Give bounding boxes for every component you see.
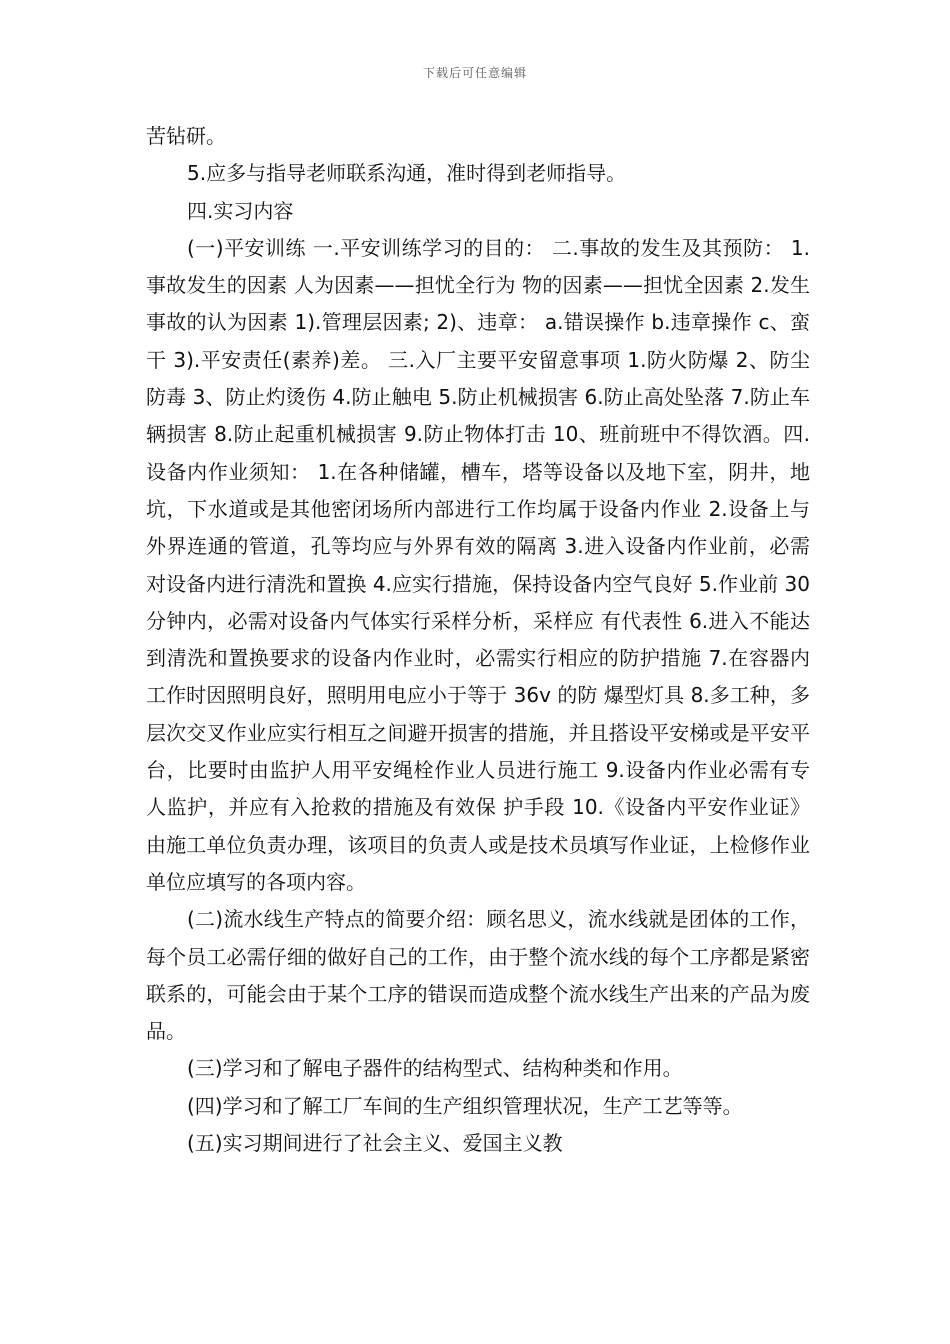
paragraph-safety-training: (一)平安训练 一.平安训练学习的目的： 二.事故的发生及其预防： 1.事故发生的因素 人为因素——担忧全行为 物的因素——担忧全因素 2.发生事故的认为因素 1).管理层因素; 2)、违章： a.错误操作 b.违章操作 c、蛮干 3).平安责任(素养)差。 三.入厂主要平安留意事项 1.防火防爆 2、防尘防毒 3、防止灼烫伤 4.防止触电 5.防止机械损害 6.防止高处坠落 7.防止车辆损害 8.防止起重机械损害 9.防止物体打击 10、班前班中不得饮酒。四.设备内作业须知： 1.在各种储罐，槽车，塔等设备以及地下室，阴井，地坑，下水道或是其他密闭场所内部进行工作均属于设备内作业 2.设备上与外界连通的管道，孔等均应与外界有效的隔离 3.进入设备内作业前，必需对设备内进行清洗和置换 4.应实行措施，保持设备内空气良好 5.作业前 30 分钟内，必需对设备内气体实行采样分析，采样应 有代表性 6.进入不能达到清洗和置换要求的设备内作业时，必需实行相应的防护措施 7.在容器内工作时因照明良好，照明用电应小于等于 36v 的防 爆型灯具 8.多工种，多层次交叉作业应实行相互之间避开损害的措施，并且搭设平安梯或是平安平台，比要时由监护人用平安绳栓作业人员进行施工 9.设备内作业必需有专人监护，并应有入抢救的措施及有效保 护手段 10.《设备内平安作业证》由施工单位负责办理，该项目的负责人或是技术员填写作业证，上检修作业单位应填写的各项内容。 [146, 235, 810, 894]
paragraph-1: 苦钻研。 [146, 124, 226, 148]
section-heading-internship-content: 四.实习内容 [187, 198, 294, 223]
paragraph-assembly-line: (二)流水线生产特点的简要介绍：顾名思义，流水线就是团体的工作，每个员工必需仔细的做好自己的工作，由于整个流水线的每个工序都是紧密联系的，可能会由于某个工序的错误而造成整个流水线生产出来的产品为废品。 [146, 907, 810, 1044]
document-body [146, 118, 810, 1162]
paragraph-electronic-devices: (三)学习和了解电子器件的结构型式、结构种类和作用。 [187, 1056, 683, 1081]
paragraph-factory-management: (四)学习和了解工厂车间的生产组织管理状况，生产工艺等等。 [187, 1093, 743, 1118]
page-header: 下载后可任意编辑 [422, 66, 527, 80]
paragraph-2: 5.应多与指导老师联系沟通，准时得到老师指导。 [187, 161, 627, 186]
paragraph-education: (五)实习期间进行了社会主义、爱国主义教 [187, 1131, 563, 1156]
